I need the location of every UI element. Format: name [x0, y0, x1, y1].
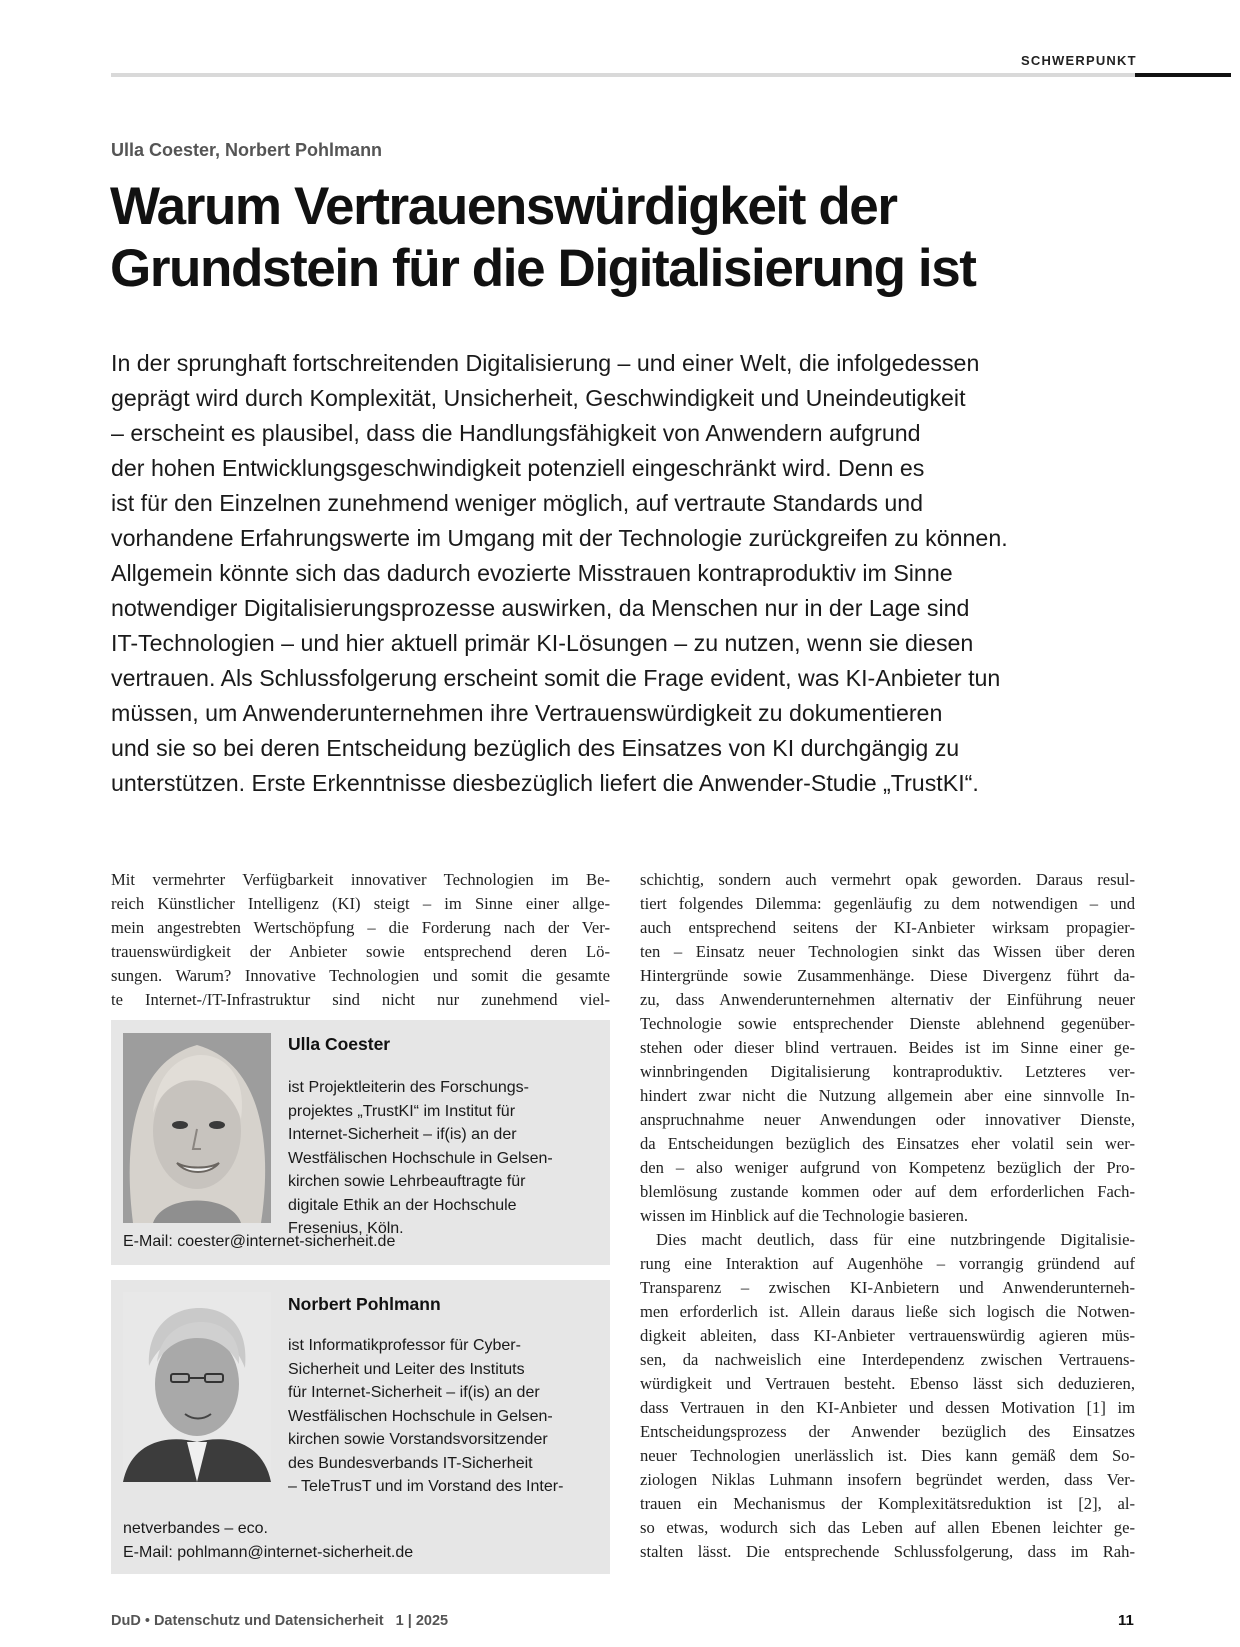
abstract-line: In der sprunghaft fortschreitenden Digitalisierung – und einer Welt, die infolgedessen	[111, 350, 980, 376]
abstract-line: – erscheint es plausibel, dass die Handlungsfähigkeit von Anwendern aufgrund	[111, 420, 921, 446]
header-rule-accent	[1135, 73, 1231, 77]
abstract-line: müssen, um Anwenderunternehmen ihre Vertrauenswürdigkeit zu dokumentieren	[111, 700, 943, 726]
body-line: anspruchnahme neuer Anwendungen oder innovativer Dienste,	[640, 1110, 1135, 1129]
article-abstract	[111, 346, 1126, 801]
author-photo-pohlmann	[123, 1292, 271, 1482]
body-line: Transparenz – zwischen KI-Anbietern und Anwenderunterneh-	[640, 1278, 1135, 1297]
journal-issue: 1 | 2025	[395, 1613, 449, 1629]
abstract-line: notwendiger Digitalisierungsprozesse auswirken, da Menschen nur in der Lage sind	[111, 595, 970, 621]
body-column-right	[640, 868, 1135, 1564]
body-column-left	[111, 868, 610, 1012]
author-bio-pohlmann	[111, 1280, 610, 1574]
body-line: so etwas, wodurch sich das Leben auf allen Ebenen leichter ge-	[640, 1518, 1135, 1537]
bio-line: für Internet-Sicherheit – if(is) an der	[288, 1384, 540, 1401]
body-line: dass Vertrauen in den KI-Anbieter und dessen Motivation [1] im	[640, 1398, 1135, 1417]
abstract-line: ist für den Einzelnen zunehmend weniger möglich, auf vertraute Standards und	[111, 490, 924, 516]
body-line: trauenswürdigkeit der Anbieter sowie entsprechend deren Lö-	[111, 942, 610, 961]
section-label: SCHWERPUNKT	[1021, 53, 1137, 68]
bio-line: Fresenius, Köln.	[288, 1220, 404, 1237]
body-line: Hintergründe sowie Zusammenhänge. Diese Divergenz führt da-	[640, 966, 1135, 985]
body-line: zu, dass Anwenderunternehmen alternativ der Einführung neuer	[640, 990, 1135, 1009]
bio-line: Westfälischen Hochschule in Gelsen-	[288, 1407, 553, 1425]
bio-name: Norbert Pohlmann	[288, 1294, 441, 1314]
bio-line: projektes „TrustKI“ im Institut für	[288, 1102, 516, 1120]
bio-line: ist Projektleiterin des Forschungs-	[288, 1079, 529, 1096]
bio-line: ist Informatikprofessor für Cyber-	[288, 1337, 521, 1354]
body-line: mein angestrebten Wertschöpfung – die Forderung nach der Ver-	[111, 918, 610, 937]
footer-bullet: •	[144, 1613, 150, 1629]
bio-email[interactable]: E-Mail: coester@internet-sicherheit.de	[123, 1233, 396, 1250]
body-line: den – also weniger aufgrund von Kompetenz bezüglich der Pro-	[640, 1158, 1135, 1177]
body-line: stehen oder dieser blind vertrauen. Beides ist im Sinne einer ge-	[640, 1038, 1135, 1057]
body-line: rung eine Interaktion auf Augenhöhe – vorrangig gründend auf	[640, 1254, 1135, 1273]
bio-line: kirchen sowie Vorstandsvorsitzender	[288, 1431, 548, 1448]
page-footer	[111, 1613, 448, 1629]
body-line: stalten lässt. Die entsprechende Schlussfolgerung, dass im Rah-	[640, 1542, 1135, 1561]
body-line: ten – Einsatz neuer Technologien sinkt das Wissen über deren	[640, 942, 1135, 961]
body-line: trauen ein Mechanismus der Komplexitätsreduktion ist [2], al-	[640, 1494, 1135, 1513]
bio-name: Ulla Coester	[288, 1034, 391, 1054]
bio-line: Westfälischen Hochschule in Gelsen-	[288, 1149, 553, 1167]
body-line: winnbringenden Digitalisierung kontraproduktiv. Letzteres ver-	[640, 1062, 1135, 1081]
body-line: blemlösung zustande kommen oder auf dem erforderlichen Fach-	[640, 1182, 1135, 1201]
bio-line: Sicherheit und Leiter des Instituts	[288, 1360, 525, 1378]
bio-line: – TeleTrusT und im Vorstand des Inter-	[288, 1478, 564, 1495]
bio-line: des Bundesverbands IT-Sicherheit	[288, 1454, 533, 1472]
body-line: Dies macht deutlich, dass für eine nutzbringende Digitalisie-	[656, 1230, 1135, 1249]
abstract-line: unterstützen. Erste Erkenntnisse diesbezüglich liefert die Anwender-Studie „TrustKI“.	[111, 770, 979, 796]
body-line: hindert zwar nicht die Nutzung allgemein aber eine sinnvolle In-	[640, 1086, 1135, 1105]
abstract-line: der hohen Entwicklungsgeschwindigkeit potenziell eingeschränkt wird. Denn es	[111, 455, 925, 481]
body-line: sungen. Warum? Innovative Technologien und somit die gesamte	[111, 966, 610, 985]
body-line: wissen im Hinblick auf die Technologie basieren.	[640, 1206, 969, 1225]
body-line: Entscheidungsprozess der Anwender bezüglich des Einsatzes	[640, 1422, 1135, 1441]
bio-line: digitale Ethik an der Hochschule	[288, 1196, 517, 1214]
bio-contact	[123, 1517, 413, 1564]
journal-abbr: DuD	[111, 1613, 141, 1629]
body-line: auch entsprechend seitens der KI-Anbieter wirksam propagier-	[640, 918, 1135, 937]
body-line: reich Künstlicher Intelligenz (KI) steigt – im Sinne einer allge-	[111, 894, 610, 913]
abstract-line: geprägt wird durch Komplexität, Unsicherheit, Geschwindigkeit und Uneindeutigkeit	[111, 385, 966, 411]
abstract-line: Allgemein könnte sich das dadurch evozierte Misstrauen kontraproduktiv im Sinne	[111, 560, 953, 586]
header-rule	[111, 73, 1135, 77]
article-authors: Ulla Coester, Norbert Pohlmann	[111, 140, 383, 160]
bio-text	[288, 1076, 598, 1241]
body-line: men erforderlich ist. Allein daraus ließe sich logisch die Notwen-	[640, 1302, 1135, 1321]
body-line: te Internet-/IT-Infrastruktur sind nicht nur zunehmend viel-	[111, 990, 610, 1009]
body-line: würdigkeit und Vertrauen besteht. Ebenso lässt sich deduzieren,	[640, 1374, 1135, 1393]
author-bio-coester	[111, 1020, 610, 1265]
author-photo-coester	[123, 1033, 271, 1223]
abstract-line: und sie so bei deren Entscheidung bezüglich des Einsatzes von KI durchgängig zu	[111, 735, 960, 761]
body-line: Technologie sowie entsprechender Dienste ablehnend gegenüber-	[640, 1014, 1135, 1033]
body-line: ziologen Niklas Luhmann insofern begründet werden, dass Ver-	[640, 1470, 1135, 1489]
bio-text	[288, 1334, 598, 1499]
body-line: neuer Technologien unerlässlich ist. Dies kann gemäß dem So-	[640, 1446, 1135, 1465]
page-number: 11	[1118, 1612, 1134, 1629]
body-line: digkeit ableiten, dass KI-Anbieter vertrauenswürdig agieren müs-	[640, 1326, 1135, 1345]
body-line: Mit vermehrter Verfügbarkeit innovativer Technologien im Be-	[111, 870, 610, 889]
body-line: sen, da nachweislich eine Interdependenz zwischen Vertrauens-	[640, 1350, 1135, 1369]
bio-contact	[123, 1230, 395, 1254]
bio-line: kirchen sowie Lehrbeauftragte für	[288, 1173, 526, 1190]
bio-line: netverbandes – eco.	[123, 1520, 268, 1537]
body-line: da Entscheidungen bezüglich des Einsatzes eher volatil sein wer-	[640, 1134, 1135, 1153]
body-line: schichtig, sondern auch vermehrt opak geworden. Daraus resul-	[640, 870, 1135, 889]
abstract-line: vorhandene Erfahrungswerte im Umgang mit der Technologie zurückgreifen zu können.	[111, 525, 1008, 551]
article-title	[110, 176, 1170, 300]
abstract-line: vertrauen. Als Schlussfolgerung erscheint somit die Frage evident, was KI-Anbieter tun	[111, 665, 1001, 691]
abstract-line: IT-Technologien – und hier aktuell primär KI-Lösungen – zu nutzen, wenn sie diesen	[111, 630, 974, 656]
bio-line: Internet-Sicherheit – if(is) an der	[288, 1126, 517, 1143]
title-line: Warum Vertrauenswürdigkeit der	[110, 177, 897, 236]
bio-email[interactable]: E-Mail: pohlmann@internet-sicherheit.de	[123, 1543, 414, 1561]
title-line: Grundstein für die Digitalisierung ist	[110, 239, 976, 298]
journal-name: Datenschutz und Datensicherheit	[153, 1613, 384, 1629]
body-line: tiert folgendes Dilemma: gegenläufig zu dem notwendigen – und	[640, 894, 1135, 913]
